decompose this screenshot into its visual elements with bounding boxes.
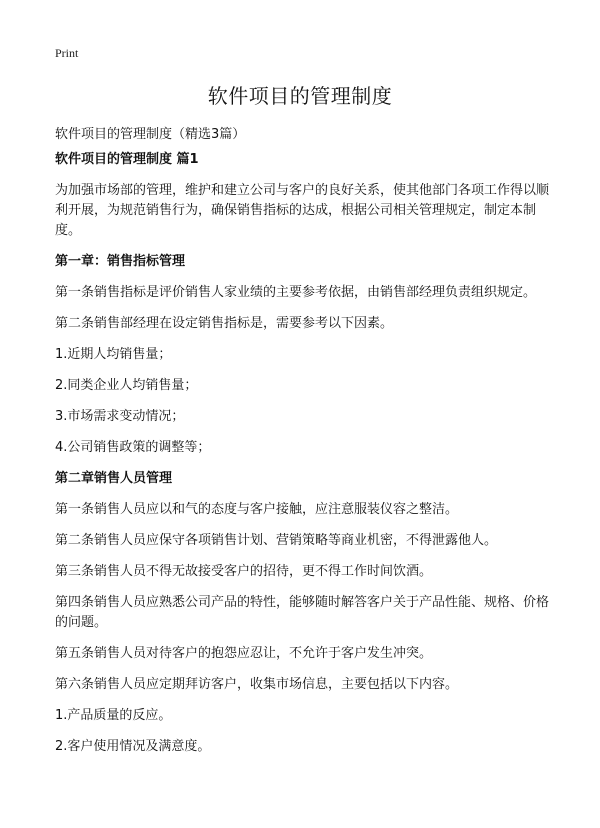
document-body — [55, 150, 552, 768]
document-subtitle: 软件项目的管理制度（精选3篇） — [55, 127, 246, 142]
chapter2-article-2: 第二条销售人员应保守各项销售计划、营销策略等商业机密，不得泄露他人。 — [55, 533, 498, 548]
chapter1-list-item: 4.公司销售政策的调整等； — [55, 440, 211, 455]
document-title: 软件项目的管理制度 — [207, 84, 393, 108]
chapter2-article-5: 第五条销售人员对待客户的抱怨应忍让，不允许于客户发生冲突。 — [55, 646, 433, 661]
chapter1-list-item: 1.近期人均销售量； — [55, 347, 172, 362]
section-heading: 软件项目的管理制度 篇1 — [55, 152, 199, 167]
chapter1-list-item: 2.同类企业人均销售量； — [55, 378, 198, 393]
chapter2-article-3: 第三条销售人员不得无故接受客户的招待，更不得工作时间饮酒。 — [55, 564, 433, 579]
chapter2-list-item: 2.客户使用情况及满意度。 — [55, 739, 211, 754]
intro-paragraph: 为加强市场部的管理，维护和建立公司与客户的良好关系，使其他部门各项工作得以顺利开展，为规范销售行为，确保销售指标的达成，根据公司相关管理规定，制定本制度。 — [55, 183, 550, 238]
chapter2-article-4: 第四条销售人员应熟悉公司产品的特性，能够随时解答客户关于产品性能、规格、价格的问题。 — [55, 595, 550, 630]
chapter1-heading: 第一章：销售指标管理 — [55, 254, 186, 269]
chapter2-article-1: 第一条销售人员应以和气的态度与客户接触，应注意服装仪容之整洁。 — [55, 502, 459, 517]
print-label[interactable]: Print — [55, 46, 79, 60]
chapter2-heading: 第二章销售人员管理 — [55, 471, 173, 486]
chapter2-article-6: 第六条销售人员应定期拜访客户，收集市场信息，主要包括以下内容。 — [55, 677, 459, 692]
chapter1-list-item: 3.市场需求变动情况； — [55, 409, 185, 424]
chapter1-article-1: 第一条销售指标是评价销售人家业绩的主要参考依据，由销售部经理负责组织规定。 — [55, 285, 537, 300]
chapter1-article-2: 第二条销售部经理在设定销售指标是，需要参考以下因素。 — [55, 316, 394, 331]
chapter2-list-item: 1.产品质量的反应。 — [55, 708, 172, 723]
